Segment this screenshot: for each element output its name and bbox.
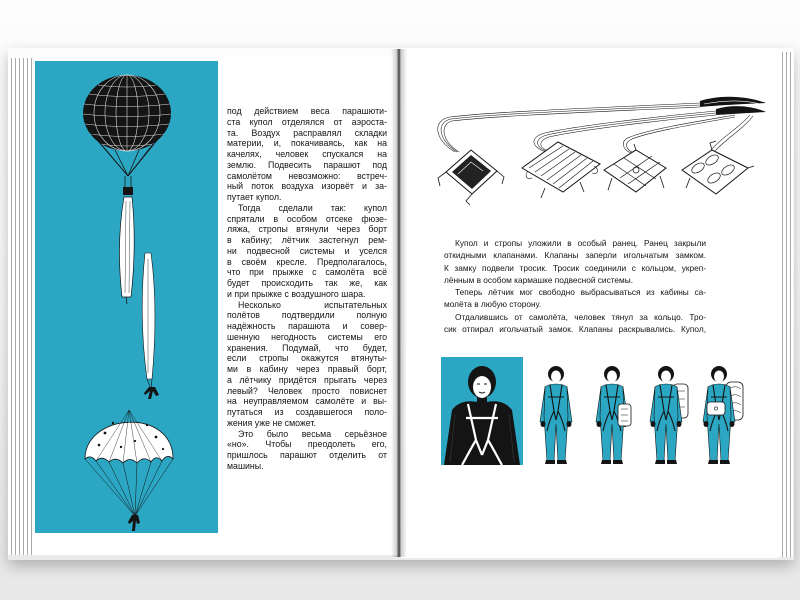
text-line: ста купол отделялся от аэроста- [227, 116, 387, 127]
text-line: машины. [227, 460, 264, 471]
balloon-parachute-illustration [35, 61, 218, 533]
left-text-column [227, 106, 387, 472]
text-line: что при прыжке с самолёта всё [227, 267, 387, 278]
balloon-icon [83, 75, 171, 195]
text-line: в кабину; лётчик застегнул рем- [227, 235, 387, 245]
text-line: землю. Подвесить парашют под [227, 159, 387, 170]
text-line: ляжа, стропы втянули через борт [227, 224, 387, 235]
reserve-pack-icon [707, 402, 725, 415]
hanging-parachute-icon [120, 197, 135, 304]
parachutist-icon [144, 387, 159, 399]
parachutist-icon [128, 515, 140, 531]
text-line: молёта в любую сторону. [444, 299, 542, 310]
pilot-portrait-illustration [441, 357, 523, 465]
open-parachute-icon [85, 410, 173, 531]
right-page-edges [778, 52, 793, 557]
text-line: под действием веса парашюти- [227, 106, 387, 116]
paragraph [444, 311, 706, 336]
text-line: шенную негодность системы его [227, 331, 387, 342]
folded-canopy-icon [700, 97, 766, 115]
text-line: ни подвесной системы и уселся [227, 245, 387, 256]
text-line: самолётом невозможно: встреч- [227, 170, 387, 181]
text-line: если стропы окажутся втянуты- [227, 353, 387, 364]
text-line: будет происходить так же, как [227, 278, 387, 288]
suspension-lines [438, 103, 753, 153]
text-line: на неуправляемом самолёте и вы- [227, 396, 387, 407]
stowed-lines-pack-icon [522, 142, 600, 198]
text-line: лённым в особом кармашке подвесной системы. [444, 274, 634, 285]
text-line: полётов подтвердили полную [227, 310, 387, 321]
text-line: Теперь лётчик мог свободно выбрасываться из кабины са- [455, 287, 706, 298]
text-line: пришлось парашют отделить от [227, 450, 387, 460]
paragraph [227, 203, 387, 300]
text-line: жения уже не сможет. [227, 417, 316, 428]
text-line: К замку подвели тросик. Тросик соединили с кольцом, укреп- [444, 262, 706, 273]
open-pack-icon [438, 150, 504, 205]
text-line: материи, и, покачиваясь, как на [227, 138, 387, 149]
text-line: откидными клапанами. Клапаны заперли игольчатым замком. [444, 250, 706, 261]
text-line: и при прыжке с воздушного шара. [227, 288, 366, 299]
paragraph [444, 237, 706, 286]
opening-parachute-icon [142, 253, 159, 399]
strapped-pack-icon [604, 144, 666, 192]
text-line: Купол и стропы уложили в особый ранец. Ранец закрыли [455, 238, 706, 248]
text-line: ми в кабину через правый борт, [227, 364, 387, 374]
parachutist-figure [703, 366, 743, 464]
text-line: а лётчику придётся прыгать через [227, 374, 387, 385]
balloon-illustration-panel [35, 61, 218, 533]
parachutist-figure [540, 366, 572, 464]
left-page-edges [8, 58, 35, 555]
paragraph [444, 286, 706, 311]
text-line: хранения. Подумай, что будет, [227, 342, 387, 353]
text-line: спрятали в особом отсеке фюзе- [227, 213, 387, 224]
paragraph [227, 300, 387, 429]
text-line: «но». Чтобы преодолеть его, [227, 439, 387, 450]
text-line: качелях, человек спускался на [227, 149, 387, 159]
text-line: сик отпирал игольчатый замок. Клапаны раскрывались. Купол, [444, 324, 706, 335]
right-text-column [444, 237, 706, 335]
text-line: Это было весьма серьёзное [238, 428, 387, 439]
parachutist-figure [650, 366, 688, 464]
text-line: путает купол. [227, 192, 282, 202]
text-line: ный поток воздуха изорвёт и за- [227, 181, 387, 192]
paragraph [227, 106, 387, 203]
book-gutter [391, 49, 407, 557]
paragraph [227, 429, 387, 472]
parachutist-figure [596, 366, 631, 464]
text-line: надёжность парашюта и совер- [227, 321, 387, 331]
text-line: Тогда сделали так: купол [238, 202, 387, 213]
parachute-packs-illustration [420, 85, 770, 210]
text-line: Отдалившись от самолёта, человек тянул за кольцо. Тро- [455, 311, 706, 322]
text-line: левый? Человек просто повиснет [227, 385, 387, 396]
text-line: та. Воздух расправлял складки [227, 127, 387, 138]
text-line: в своём кресле. Предполагалось, [227, 256, 387, 267]
text-line: Несколько испытательных [238, 299, 387, 310]
text-line: путаться из создавшегося поло- [227, 407, 387, 417]
closed-pack-icon [682, 141, 754, 194]
parachutist-figures-illustration [528, 355, 763, 470]
